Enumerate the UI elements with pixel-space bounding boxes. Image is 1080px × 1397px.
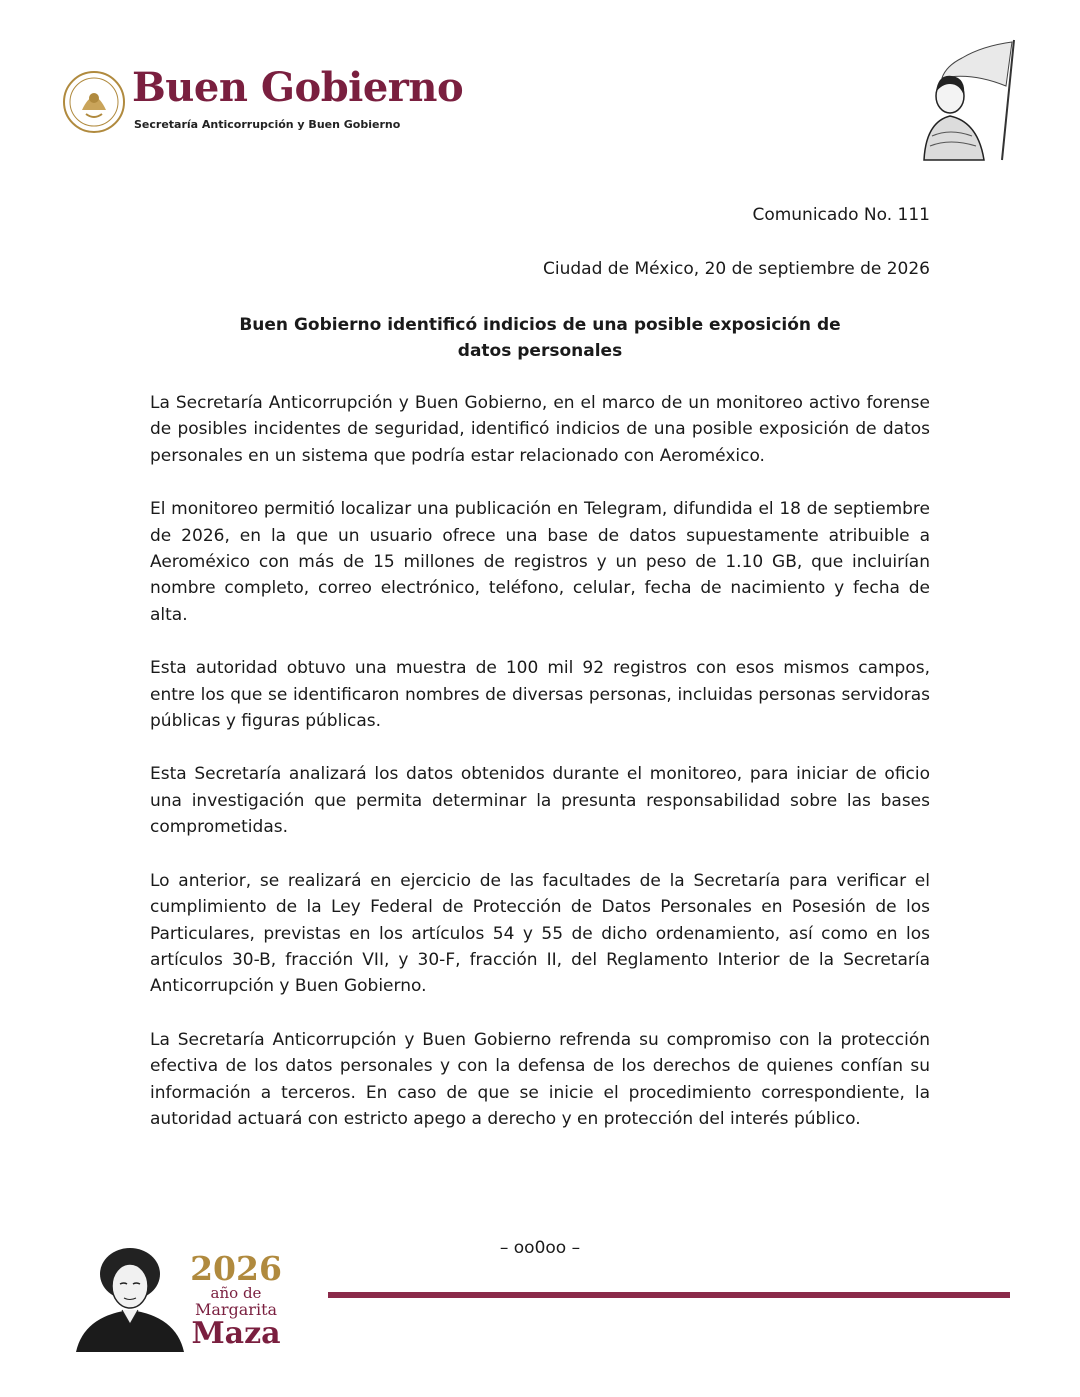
headline-line: datos personales (457, 341, 623, 361)
paragraph: Esta autoridad obtuvo una muestra de 100 mil 92 registros con esos mismos campos, entre los que se identificaron nombres de diversas personas, incluidas personas servidoras públicas y figuras públicas. (150, 658, 930, 732)
footer-divider (328, 1292, 1010, 1298)
paragraph: El monitoreo permitió localizar una publicación en Telegram, difundida el 18 de septiembre de 2026, en la que un usuario ofrece una base de datos supuestamente atribuible a Aeroméxico con más de 15 millones de registros y un peso de 1.10 GB, que incluirían nombre completo, correo electrónico, teléfono, celular, fecha de nacimiento y fecha de alta. (150, 499, 930, 625)
honoree-first-name: Margarita (194, 1300, 278, 1319)
place-and-date: Ciudad de México, 20 de septiembre de 2026 (543, 259, 930, 279)
woman-with-flag-icon (902, 36, 1030, 164)
honoree-last-name: Maza (191, 1316, 281, 1351)
body-text (150, 390, 930, 1159)
paragraph: Lo anterior, se realizará en ejercicio de las facultades de la Secretaría para verificar el cumplimiento de la Ley Federal de Protección de Datos Personales en Posesión de los Particulares, previstas en los artículos 54 y 55 de dicho ordenamiento, así como en los artículos 30-B, fracción VII, y 30-F, fracción II, del Reglamento Interior de la Secretaría Anticorrupción y Buen Gobierno. (150, 870, 930, 997)
communique-number: Comunicado No. 111 (752, 205, 930, 225)
brand-subtitle: Secretaría Anticorrupción y Buen Gobierno (134, 118, 401, 131)
paragraph: La Secretaría Anticorrupción y Buen Gobierno refrenda su compromiso con la protección efectiva de los datos personales y con la defensa de los derechos de quienes confían su información a terceros. En caso de que se inicie el procedimiento correspondiente, la autoridad actuará con estricto apego a derecho y en protección del interés público. (150, 1029, 930, 1129)
brand-logo (62, 64, 482, 140)
headline-line: Buen Gobierno identificó indicios de una posible exposición de (239, 315, 841, 335)
coat-of-arms-seal-icon (62, 70, 126, 134)
year-badge (186, 1249, 286, 1351)
brand-title: Buen Gobierno (132, 64, 464, 111)
year-caption: año de (210, 1284, 262, 1302)
margarita-maza-portrait-icon (72, 1244, 188, 1352)
closing-mark: – oo0oo – (499, 1238, 581, 1258)
headline (150, 312, 930, 364)
paragraph: La Secretaría Anticorrupción y Buen Gobierno, en el marco de un monitoreo activo forense de posibles incidentes de seguridad, identificó indicios de una posible exposición de datos personales en un sistema que podría estar relacionado con Aeroméxico. (150, 393, 930, 466)
year: 2026 (190, 1249, 282, 1288)
paragraph: Esta Secretaría analizará los datos obtenidos durante el monitoreo, para iniciar de oficio una investigación que permita determinar la presunta responsabilidad sobre las bases comprometidas. (150, 764, 930, 838)
